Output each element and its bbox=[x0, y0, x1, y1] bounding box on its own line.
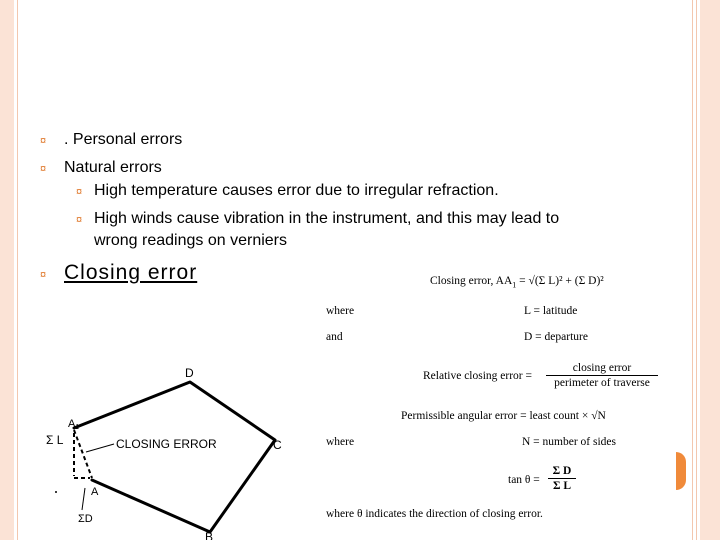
sigma-d-arrow bbox=[82, 488, 85, 510]
formula-relative-numerator: closing error bbox=[572, 362, 632, 374]
closing-error-label: CLOSING ERROR bbox=[116, 437, 217, 451]
closing-error-heading: Closing error bbox=[64, 261, 198, 284]
formula-relative-label: Relative closing error = bbox=[423, 370, 532, 382]
bullet-natural-errors: Natural errors bbox=[64, 159, 162, 176]
sub-bullet-icon: ¤ bbox=[76, 186, 83, 198]
formula-where2-label: where bbox=[326, 436, 355, 448]
formula-and-label: and bbox=[326, 331, 343, 343]
bullet-personal-errors: . Personal errors bbox=[64, 131, 183, 148]
formula-departure: D = departure bbox=[524, 331, 588, 343]
formula-theta-note: where θ indicates the direction of closing error. bbox=[326, 508, 543, 520]
closing-arrow bbox=[86, 444, 114, 452]
sub-bullet-temperature: High temperature causes error due to irregular refraction. bbox=[94, 182, 499, 199]
dot-mark bbox=[55, 491, 57, 493]
vertex-label-d: D bbox=[185, 366, 194, 380]
sigma-l-label: Σ L bbox=[46, 433, 64, 447]
bullet-icon: ¤ bbox=[40, 163, 47, 175]
formula-angular-error: Permissible angular error = least count × √N bbox=[401, 410, 606, 422]
formula-relative-denominator: perimeter of traverse bbox=[554, 377, 650, 389]
closing-line bbox=[74, 430, 92, 478]
vertex-label-c: C bbox=[273, 438, 282, 452]
bullet-icon: ¤ bbox=[40, 135, 47, 147]
formula-where-label: where bbox=[326, 305, 355, 317]
sub-bullet-winds-cont: wrong readings on verniers bbox=[94, 232, 287, 249]
vertex-label-a1: A1 bbox=[68, 418, 80, 431]
formula-tan-denominator: Σ L bbox=[552, 480, 572, 492]
bullet-icon: ¤ bbox=[40, 269, 47, 281]
formula-latitude: L = latitude bbox=[524, 305, 578, 317]
vertex-label-a: A bbox=[91, 486, 99, 498]
sigma-d-label: ΣD bbox=[78, 513, 93, 525]
formula-num-sides: N = number of sides bbox=[522, 436, 616, 448]
sub-bullet-icon: ¤ bbox=[76, 214, 83, 226]
traverse-polygon bbox=[74, 382, 275, 532]
formula-tan-numerator: Σ D bbox=[552, 465, 572, 477]
vertex-label-b: B bbox=[205, 530, 214, 540]
sub-bullet-winds: High winds cause vibration in the instrument, and this may lead to bbox=[94, 210, 560, 227]
formula-closing-error: Closing error, $AA_1 = √(\Sigma$ L)² + (Σ D)² bbox=[430, 275, 604, 290]
formula-tan-label: tan θ = bbox=[508, 474, 540, 486]
